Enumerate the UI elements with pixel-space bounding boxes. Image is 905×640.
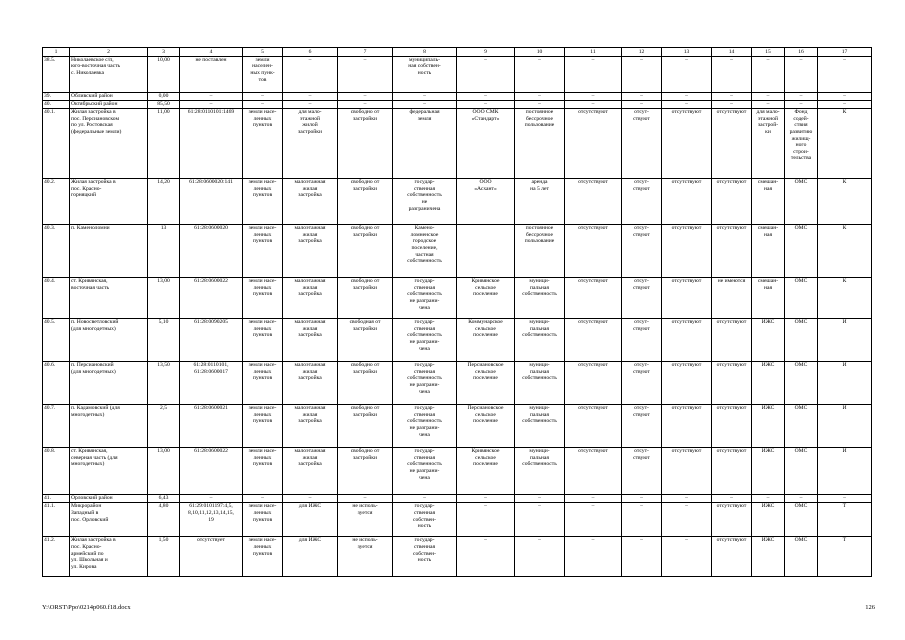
table-cell: смешан- ная (752, 277, 785, 318)
column-number: 5 (243, 48, 283, 57)
table-cell: ОМС (785, 224, 818, 277)
column-number: 12 (622, 48, 662, 57)
table-cell: 61:28:0600020 (180, 224, 243, 277)
table-cell: 14,20 (148, 178, 180, 224)
table-cell: Кривянское сельское поселение (457, 447, 515, 494)
table-cell: 61:29:0101197:4,5, 8,10,11,12,13,14,15, 19 (180, 503, 243, 537)
table-cell: 61:28:0600020:141 (180, 178, 243, 224)
table-cell: 40.5. (43, 318, 70, 361)
table-cell: – (180, 100, 243, 108)
column-number: 6 (283, 48, 338, 57)
table-cell: – (662, 56, 712, 92)
table-cell: – (818, 494, 872, 502)
table-cell: свободно от застройки (338, 277, 393, 318)
table-cell: отсутствуют (565, 318, 622, 361)
table-cell: отсутствуют (662, 404, 712, 447)
table-cell: – (457, 494, 515, 502)
table-cell: муници- пальная собственность (515, 361, 565, 404)
table-row (43, 108, 872, 178)
table-cell: не поставлен (180, 56, 243, 92)
table-cell: для ИЖС (283, 537, 338, 577)
column-number: 4 (180, 48, 243, 57)
table-cell: Октябрьский район (70, 100, 148, 108)
column-number: 7 (338, 48, 393, 57)
table-cell: – (662, 92, 712, 100)
table-cell: – (622, 100, 662, 108)
table-row (43, 224, 872, 277)
table-cell: – (283, 56, 338, 92)
table-cell: муници- пальная собственность (515, 447, 565, 494)
table-cell: – (338, 100, 393, 108)
table-cell: государ- ственная собственность не разграни- чена (393, 404, 457, 447)
table-cell: государ- ственная собственность не разграничена (393, 178, 457, 224)
table-cell: малоэтажная жилая застройка (283, 178, 338, 224)
table-cell: земли насе- ленных пунктов (243, 318, 283, 361)
table-cell: отсутствуют (712, 361, 752, 404)
table-cell: – (818, 56, 872, 92)
table-cell: – (338, 494, 393, 502)
table-cell: ОМС (785, 447, 818, 494)
table-cell: ИЖС (752, 447, 785, 494)
table-cell: – (818, 92, 872, 100)
table-cell: отсутствуют (662, 108, 712, 178)
table-row (43, 92, 872, 100)
table-row (43, 100, 872, 108)
column-number: 3 (148, 48, 180, 57)
table-cell: – (565, 494, 622, 502)
table-cell: отсутствуют (712, 318, 752, 361)
table-cell: малоэтажная жилая застройка (283, 361, 338, 404)
table-cell: – (243, 494, 283, 502)
table-cell: муници- пальная собственность (515, 318, 565, 361)
column-number: 16 (785, 48, 818, 57)
table-cell: – (283, 92, 338, 100)
table-cell: 41.1. (43, 503, 70, 537)
table-cell: не исполь- зуется (338, 537, 393, 577)
table-cell: земли насе- ленных пунктов (243, 404, 283, 447)
table-cell: К (818, 277, 872, 318)
table-cell: 13,50 (148, 361, 180, 404)
table-cell: отсут- ствуют (622, 224, 662, 277)
table-cell: 40.3. (43, 224, 70, 277)
table-cell: – (622, 503, 662, 537)
table-cell: И (818, 361, 872, 404)
table-cell: Персиановское сельское поселение (457, 361, 515, 404)
table-cell: – (565, 92, 622, 100)
table-cell: земли насе- ленных пунктов (243, 503, 283, 537)
table-cell: ИЖС (752, 318, 785, 361)
table-cell: – (393, 494, 457, 502)
table-cell: не имеются (712, 277, 752, 318)
table-cell: 40.7. (43, 404, 70, 447)
table-cell: – (752, 56, 785, 92)
table-cell: отсут- ствуют (622, 318, 662, 361)
table-cell: 61:28:0600022 (180, 447, 243, 494)
table-cell: отсутствуют (565, 277, 622, 318)
table-cell: земли насе- ленных пунктов (243, 537, 283, 577)
table-cell: К (818, 224, 872, 277)
table-cell: отсутствуют (712, 447, 752, 494)
table-cell: – (515, 56, 565, 92)
table-cell: – (785, 56, 818, 92)
column-number: 9 (457, 48, 515, 57)
table-cell: п. Новосветловский (для многодетных) (70, 318, 148, 361)
table-cell: – (752, 92, 785, 100)
table-cell: 40.6. (43, 361, 70, 404)
table-cell: Персиановское сельское поселение (457, 404, 515, 447)
table-cell: – (662, 503, 712, 537)
table-cell: государ- ственная собственность не разграни- чена (393, 318, 457, 361)
table-cell: – (712, 56, 752, 92)
table-cell: 10,00 (148, 56, 180, 92)
table-cell: – (565, 100, 622, 108)
table-cell: К (818, 178, 872, 224)
table-cell: отсут- ствуют (622, 178, 662, 224)
table-cell: – (283, 494, 338, 502)
table-cell: – (622, 494, 662, 502)
table-cell: отсутствуют (565, 108, 622, 178)
table-cell: – (785, 92, 818, 100)
table-cell: 13,00 (148, 447, 180, 494)
table-cell: свободно от застройки (338, 447, 393, 494)
table-row (43, 537, 872, 577)
table-cell: – (662, 100, 712, 108)
table-cell: – (622, 92, 662, 100)
table-cell: Коммунарское сельское поселение (457, 318, 515, 361)
table-cell: свободно от застройки (338, 224, 393, 277)
table-cell: отсутствуют (662, 224, 712, 277)
table-cell: земли насе- ленных пунктов (243, 178, 283, 224)
table-cell: – (622, 56, 662, 92)
table-cell: Жилая застройка в пос. Красно- горняцкий (70, 178, 148, 224)
table-cell: Николаевское с/п, юго-восточная часть с. Николаевка (70, 56, 148, 92)
table-cell: 61:28:0600022 (180, 277, 243, 318)
table-cell: 4,80 (148, 503, 180, 537)
table-cell: 40.8. (43, 447, 70, 494)
table-cell: – (622, 537, 662, 577)
table-row (43, 318, 872, 361)
table-cell: – (752, 100, 785, 108)
table-cell: отсутствуют (662, 361, 712, 404)
table-cell: земли насе- ленных пунктов (243, 447, 283, 494)
table-cell: для мало- этажной жилой застройки (283, 108, 338, 178)
table-cell: 39. (43, 92, 70, 100)
table-cell: отсутствуют (662, 277, 712, 318)
column-number: 13 (662, 48, 712, 57)
table-cell: – (180, 494, 243, 502)
table-cell: государ- ственная собственность не разграни- чена (393, 447, 457, 494)
table-cell: ОМС (785, 318, 818, 361)
table-cell: Микрорайон Западный в пос. Орловский (70, 503, 148, 537)
table-cell: – (457, 503, 515, 537)
table-cell: Жилая застройка в пос. Красно- армейский по ул. Школьная и ул. Кирова (70, 537, 148, 577)
table-cell: отсутствуют (565, 224, 622, 277)
table-cell: 6,43 (148, 494, 180, 502)
column-number: 11 (565, 48, 622, 57)
table-cell: малоэтажная жилая застройка (283, 318, 338, 361)
table-cell: – (457, 92, 515, 100)
table-cell: 40.1. (43, 108, 70, 178)
table-cell: 40. (43, 100, 70, 108)
table-cell: – (515, 503, 565, 537)
table-cell: – (662, 494, 712, 502)
table-cell: – (338, 56, 393, 92)
column-number-row (43, 48, 872, 57)
table-cell: отсут- ствуют (622, 404, 662, 447)
table-cell: 61:28:0110101:1469 (180, 108, 243, 178)
table-cell: для мало- этажной застрой- ки (752, 108, 785, 178)
table-cell: отсутствуют (565, 361, 622, 404)
table-cell: ИЖС (752, 361, 785, 404)
table-cell: 85,50 (148, 100, 180, 108)
column-number: 2 (70, 48, 148, 57)
table-cell: Т (818, 537, 872, 577)
table-cell: ООО СМК «Стандарт» (457, 108, 515, 178)
table-cell: ИЖС (752, 503, 785, 537)
table-cell: отсутствуют (565, 447, 622, 494)
table-cell: ОМС (785, 503, 818, 537)
table-cell: Фонд содей- ствия развитию жилищ- ного строи- тельства (785, 108, 818, 178)
column-number: 17 (818, 48, 872, 57)
table-cell: – (393, 100, 457, 108)
table-cell: – (515, 92, 565, 100)
table-cell: 2,5 (148, 404, 180, 447)
table-cell: – (457, 100, 515, 108)
table-cell: отсутствуют (712, 537, 752, 577)
table-cell: муници- пальная собственность (515, 277, 565, 318)
table-cell: земли населен- ных пунк- тов (243, 56, 283, 92)
table-cell: Т (818, 503, 872, 537)
table-cell: п. Персиановский (для многодетных) (70, 361, 148, 404)
table-cell: аренда на 5 лет (515, 178, 565, 224)
table-cell: государ- ственная собственность не разграни- чена (393, 277, 457, 318)
table-cell: постоянное бессрочное пользование (515, 224, 565, 277)
table-cell: 61:28:0110101, 61:28:0600017 (180, 361, 243, 404)
table-cell: п. Каменоломни (70, 224, 148, 277)
table-cell: 38.5. (43, 56, 70, 92)
table-cell: отсутствуют (662, 318, 712, 361)
table-cell: отсутствуют (712, 178, 752, 224)
table-cell: отсут- ствуют (622, 447, 662, 494)
column-number: 1 (43, 48, 70, 57)
table-cell: свободная от застройки (338, 318, 393, 361)
table-cell: – (243, 100, 283, 108)
table-row (43, 494, 872, 502)
table-cell: – (712, 100, 752, 108)
table-cell: – (712, 494, 752, 502)
table-row (43, 503, 872, 537)
table-cell: малоэтажная жилая застройка (283, 277, 338, 318)
table-cell: федеральная земля (393, 108, 457, 178)
table-cell: ИЖС (752, 537, 785, 577)
table-cell: свободно от застройки (338, 404, 393, 447)
table-cell: смешан- ная (752, 224, 785, 277)
table-cell: 40.4. (43, 277, 70, 318)
table-cell: государ- ственная собствен- ность (393, 537, 457, 577)
table-cell: – (785, 100, 818, 108)
table-cell: отсутствуют (565, 178, 622, 224)
table-cell: п. Кадамовский (для многодетных) (70, 404, 148, 447)
table-cell: – (818, 100, 872, 108)
table-cell: Обливский район (70, 92, 148, 100)
table-cell: 40.2. (43, 178, 70, 224)
table-cell: ОМС (785, 277, 818, 318)
table-cell: Камено- ломненское городское поселение, частная собственность (393, 224, 457, 277)
table-cell: земли насе- ленных пунктов (243, 361, 283, 404)
table-cell: отсутствуют (662, 178, 712, 224)
table-cell: Орловский район (70, 494, 148, 502)
table-cell: ст. Кривянская, северная часть (для многодетных) (70, 447, 148, 494)
table-cell: свободно от застройки (338, 178, 393, 224)
page-number: 126 (865, 604, 875, 611)
table-row (43, 361, 872, 404)
table-cell: 1,50 (148, 537, 180, 577)
table-cell: ст. Кривянская, восточная часть (70, 277, 148, 318)
table-cell: свободно от застройки (338, 108, 393, 178)
table-cell: отсутствуют (712, 404, 752, 447)
table-cell: – (565, 537, 622, 577)
column-number: 8 (393, 48, 457, 57)
column-number: 14 (712, 48, 752, 57)
table-row (43, 404, 872, 447)
table-cell: – (565, 56, 622, 92)
table-cell: Жилая застройка в пос. Персиановском по ул. Ростовская (федеральные земли) (70, 108, 148, 178)
table-cell: К (818, 108, 872, 178)
table-cell: ООО «Асхант» (457, 178, 515, 224)
table-cell: отсут- ствуют (622, 108, 662, 178)
table-cell: – (712, 92, 752, 100)
table-cell: отсут- ствуют (622, 277, 662, 318)
table-cell: муниципаль- ная собствен- ность (393, 56, 457, 92)
table-cell: – (752, 494, 785, 502)
table-cell: – (565, 503, 622, 537)
table-cell: свободно от застройки (338, 361, 393, 404)
table-cell: земли насе- ленных пунктов (243, 108, 283, 178)
table-cell: ОМС (785, 404, 818, 447)
table-cell: малоэтажная жилая застройка (283, 404, 338, 447)
table-cell: отсутствуют (712, 503, 752, 537)
table-cell: И (818, 404, 872, 447)
table-cell: земли насе- ленных пунктов (243, 224, 283, 277)
table-cell: государ- ственная собствен- ность (393, 503, 457, 537)
table-cell (457, 224, 515, 277)
column-number: 10 (515, 48, 565, 57)
table-cell: – (515, 494, 565, 502)
table-body (43, 48, 872, 577)
table-cell: 41. (43, 494, 70, 502)
table-cell: – (515, 100, 565, 108)
column-number: 15 (752, 48, 785, 57)
table-cell: – (338, 92, 393, 100)
table-cell: – (283, 100, 338, 108)
table-cell: земли насе- ленных пунктов (243, 277, 283, 318)
table-cell: отсутствуют (662, 447, 712, 494)
table-cell: отсутствуют (565, 404, 622, 447)
table-cell: – (662, 537, 712, 577)
table-cell: муници- пальная собственность (515, 404, 565, 447)
table-cell: малоэтажная жилая застройка (283, 447, 338, 494)
table-cell: ОМС (785, 537, 818, 577)
file-path: Y:\ORST\Ppo\0214p060.f18.docx (42, 604, 131, 611)
table-cell: государ- ственная собственность не разграни- чена (393, 361, 457, 404)
table-cell: для ИЖС (283, 503, 338, 537)
table-row (43, 277, 872, 318)
table-row (43, 56, 872, 92)
table-cell: отсутствуют (712, 224, 752, 277)
table-cell: смешан- ная (752, 178, 785, 224)
table-cell: 11,00 (148, 108, 180, 178)
table-cell: – (180, 92, 243, 100)
table-cell: И (818, 318, 872, 361)
table-row (43, 447, 872, 494)
table-cell: 0,00 (148, 92, 180, 100)
table-cell: отсутствует (180, 537, 243, 577)
table-cell: – (243, 92, 283, 100)
table-cell: постоянное бессрочное пользование (515, 108, 565, 178)
table-cell: И (818, 447, 872, 494)
table-row (43, 178, 872, 224)
table-cell: 61:28:0600021 (180, 404, 243, 447)
table-cell: 41.2. (43, 537, 70, 577)
table-cell: 13 (148, 224, 180, 277)
table-cell: не исполь- зуется (338, 503, 393, 537)
table-cell: ОМС (785, 178, 818, 224)
table-cell: 5,10 (148, 318, 180, 361)
table-cell: 61:28:0090205 (180, 318, 243, 361)
table-cell: ИЖС (752, 404, 785, 447)
table-cell: Кривянское сельское поселение (457, 277, 515, 318)
table-cell: – (393, 92, 457, 100)
table-cell: малоэтажная жилая застройка (283, 224, 338, 277)
table-cell: – (785, 494, 818, 502)
table-cell: – (515, 537, 565, 577)
table-cell: – (457, 56, 515, 92)
table-cell: – (457, 537, 515, 577)
table-cell: отсутствуют (712, 108, 752, 178)
table-cell: отсут- ствуют (622, 361, 662, 404)
table-cell: 13,00 (148, 277, 180, 318)
land-plots-table (42, 47, 872, 577)
table-cell: ОМС (785, 361, 818, 404)
